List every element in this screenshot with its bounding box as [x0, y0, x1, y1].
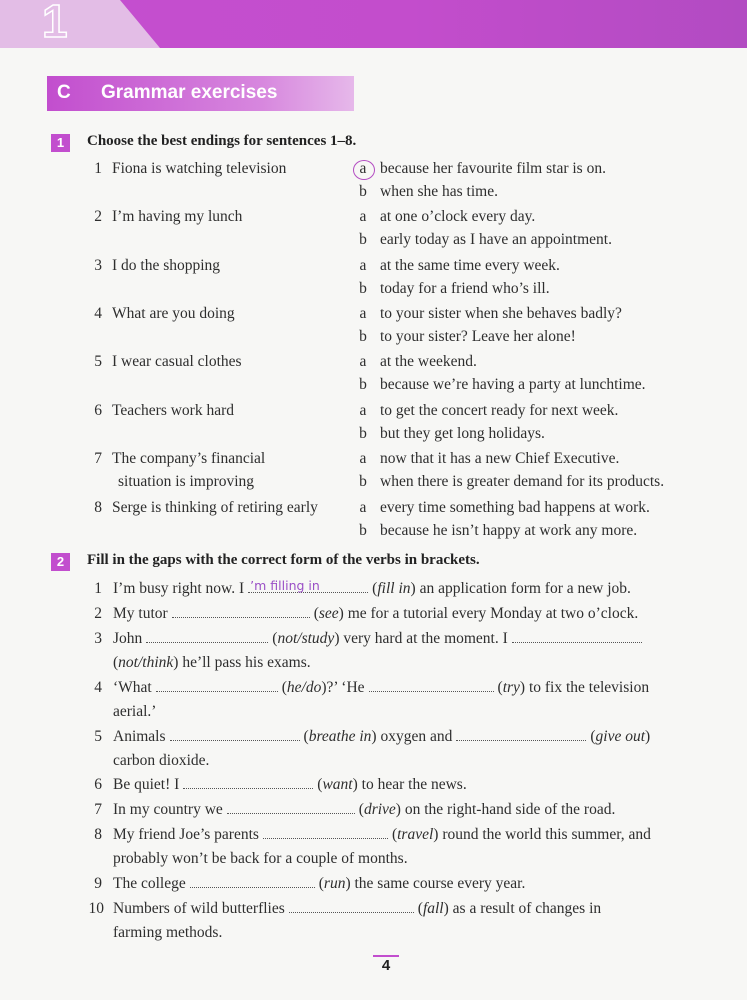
answer-blank[interactable] [456, 728, 586, 741]
sentence-number: 5 [94, 353, 102, 370]
verb-hint: not/study [277, 630, 335, 647]
option-letter-b: b [359, 183, 367, 200]
item-number: 3 [94, 630, 102, 647]
sentence-number: 4 [94, 305, 102, 322]
option-b-text: because we’re having a party at lunchtime. [380, 376, 646, 393]
sentence-number: 8 [94, 499, 102, 516]
answer-blank[interactable] [190, 875, 315, 888]
answer-blank[interactable] [170, 728, 300, 741]
sentence-text: he’ll pass his exams. [182, 654, 311, 671]
sentence-text: oxygen and [380, 728, 453, 745]
sentence-text: to fix the television [528, 679, 650, 696]
section-letter: C [57, 82, 71, 103]
exercise-line: My friend Joe’s parents (travel) round the world this summer, and [113, 826, 651, 843]
verb-hint: breathe in [308, 728, 372, 745]
item-number: 6 [94, 776, 102, 793]
sentence-text: aerial.’ [113, 703, 157, 720]
sentence-start: I wear casual clothes [112, 353, 242, 370]
option-letter-a: a [359, 353, 367, 370]
verb-hint: try [502, 679, 520, 696]
sentence-number: 6 [94, 402, 102, 419]
item-number: 4 [94, 679, 102, 696]
exercise-2-badge: 2 [51, 553, 70, 571]
exercise-line: Be quiet! I (want) to hear the news. [113, 776, 467, 793]
sentence-text: My friend Joe’s parents [113, 826, 259, 843]
exercise-line: ‘What (he/do)?’ ‘He (try) to fix the television [113, 679, 650, 696]
item-number: 9 [94, 875, 102, 892]
sentence-text: on the right-hand side of the road. [404, 801, 616, 818]
option-letter-a: a [359, 402, 367, 419]
sentence-start: I do the shopping [112, 257, 221, 274]
sentence-start: Teachers work hard [112, 402, 234, 419]
sentence-text: The college [113, 875, 186, 892]
option-letter-a: a [359, 499, 367, 516]
answer-blank[interactable] [263, 826, 388, 839]
item-number: 2 [94, 605, 102, 622]
sentence-text: the same course every year. [354, 875, 526, 892]
sentence-text: round the world this summer, and [442, 826, 651, 843]
sentence-start: The company’s financial [112, 450, 266, 467]
verb-hint: fill in [377, 580, 411, 597]
option-a-text: every time something bad happens at work. [380, 499, 650, 516]
answer-blank[interactable] [369, 679, 494, 692]
sentence-text: as a result of changes in [452, 900, 602, 917]
answer-blank[interactable] [248, 580, 368, 593]
sentence-number: 1 [94, 160, 102, 177]
option-letter-a: a [359, 450, 367, 467]
exercise-line [113, 850, 408, 868]
exercise-line [113, 703, 156, 721]
sentence-start: I’m having my lunch [112, 208, 243, 225]
sentence-text: ‘What [113, 679, 152, 696]
item-number: 7 [94, 801, 102, 818]
exercise-line: Numbers of wild butterflies (fall) as a result of changes in [113, 900, 602, 917]
sentence-text: My tutor [113, 605, 168, 622]
exercise-line: The college (run) the same course every year. [113, 875, 526, 892]
unit-number: 1 [42, 0, 68, 47]
sentence-start: Fiona is watching television [112, 160, 287, 177]
option-letter-b: b [359, 522, 367, 539]
handwritten-answer: ’m filling in [250, 578, 320, 593]
answer-blank[interactable] [227, 801, 355, 814]
option-letter-b: b [359, 231, 367, 248]
exercise-line: In my country we (drive) on the right-hand side of the road. [113, 801, 616, 818]
verb-hint: not/think [118, 654, 174, 671]
answer-blank[interactable] [156, 679, 278, 692]
sentence-text: carbon dioxide. [113, 752, 210, 769]
answer-blank[interactable] [146, 630, 268, 643]
option-letter-b: b [359, 425, 367, 442]
verb-hint: want [322, 776, 353, 793]
exercise-line: I’m busy right now. I ’m filling in (fill in) an application form for a new job. [113, 578, 631, 597]
verb-hint: see [318, 605, 339, 622]
item-number: 8 [94, 826, 102, 843]
exercise-1-instruction: Choose the best endings for sentences 1–8. [87, 133, 357, 149]
sentence-number: 7 [94, 450, 102, 467]
item-number: 1 [94, 580, 102, 597]
sentence-text: to hear the news. [361, 776, 467, 793]
option-b-text: when she has time. [380, 183, 498, 200]
exercise-line: My tutor (see) me for a tutorial every Monday at two o’clock. [113, 605, 639, 622]
sentence-number: 3 [94, 257, 102, 274]
option-letter-b: b [359, 280, 367, 297]
sentence-text: John [113, 630, 143, 647]
exercise-line: (not/think) he’ll pass his exams. [113, 654, 311, 671]
section-title: Grammar exercises [101, 82, 278, 103]
option-letter-b: b [359, 473, 367, 490]
sentence-text: Numbers of wild butterflies [113, 900, 285, 917]
exercise-2-instruction: Fill in the gaps with the correct form of the verbs in brackets. [87, 552, 480, 568]
sentence-text: In my country we [113, 801, 223, 818]
sentence-text: ?’ ‘He [326, 679, 365, 696]
verb-hint: give out [595, 728, 646, 745]
option-a-text: at the same time every week. [380, 257, 560, 274]
option-b-text: when there is greater demand for its products. [380, 473, 665, 490]
verb-hint: he/do [286, 679, 322, 696]
sentence-text: an application form for a new job. [419, 580, 631, 597]
sentence-start: What are you doing [112, 305, 235, 322]
sentence-start: situation is improving [118, 473, 255, 490]
option-b-text: early today as I have an appointment. [380, 231, 612, 248]
option-a-text: because her favourite film star is on. [380, 160, 606, 177]
exercise-line: Animals (breathe in) oxygen and (give out) [113, 728, 651, 745]
sentence-text: I’m busy right now. I [113, 580, 245, 597]
option-letter-a: a [359, 208, 367, 225]
option-letter-a: a [359, 305, 367, 322]
exercise-1-badge: 1 [51, 134, 70, 152]
option-a-text: at the weekend. [380, 353, 477, 370]
exercise-line [113, 752, 209, 770]
sentence-text: probably won’t be back for a couple of months. [113, 850, 408, 867]
exercise-line [113, 924, 222, 942]
verb-hint: fall [422, 900, 444, 917]
verb-hint: drive [363, 801, 396, 818]
option-letter-b: b [359, 376, 367, 393]
exercise-line: John (not/study) very hard at the moment. I [113, 630, 646, 648]
answer-blank[interactable] [172, 605, 310, 618]
sentence-text: farming methods. [113, 924, 223, 941]
option-a-text: at one o’clock every day. [380, 208, 536, 225]
answer-blank[interactable] [183, 776, 313, 789]
sentence-text: very hard at the moment. I [343, 630, 508, 647]
option-a-text: to your sister when she behaves badly? [380, 305, 622, 322]
option-a-text: to get the concert ready for next week. [380, 402, 619, 419]
page-number: 4 [381, 957, 391, 974]
option-a-text: now that it has a new Chief Executive. [380, 450, 620, 467]
answer-blank[interactable] [512, 630, 642, 643]
item-number: 5 [94, 728, 102, 745]
option-b-text: to your sister? Leave her alone! [380, 328, 576, 345]
sentence-text: me for a tutorial every Monday at two o’clock. [347, 605, 639, 622]
verb-hint: run [323, 875, 346, 892]
section-header [47, 76, 354, 111]
item-number: 10 [88, 900, 104, 917]
answer-blank[interactable] [289, 900, 414, 913]
sentence-text: Animals [113, 728, 166, 745]
option-letter-a: a [359, 257, 367, 274]
option-letter-b: b [359, 328, 367, 345]
option-b-text: but they get long holidays. [380, 425, 545, 442]
sentence-text: Be quiet! I [113, 776, 180, 793]
option-letter-a: a [359, 160, 367, 177]
sentence-start: Serge is thinking of retiring early [112, 499, 318, 516]
option-b-text: because he isn’t happy at work any more. [380, 522, 638, 539]
verb-hint: travel [397, 826, 434, 843]
option-b-text: today for a friend who’s ill. [380, 280, 550, 297]
sentence-number: 2 [94, 208, 102, 225]
